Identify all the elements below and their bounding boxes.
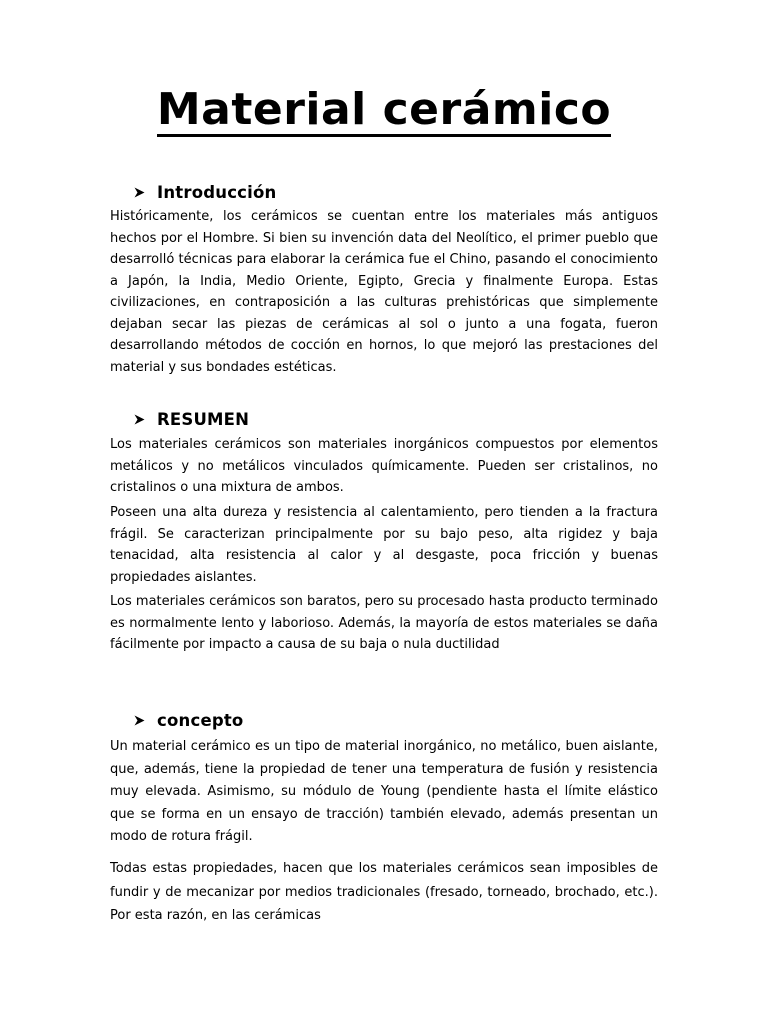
- paragraph-introduccion-1: Históricamente, los cerámicos se cuentan entre los materiales más antiguos hechos por el Hombre. Si bien su invención data del Neolítico, el primer pueblo que desarrolló técnicas para elaborar la cerámica fue el Chino, pasando el conocimiento a Japón, la India, Medio Oriente, Egipto, Grecia y finalmente Europa. Estas civilizaciones, en contraposición a las culturas prehistóricas que simplemente dejaban secar las piezas de cerámicas al sol o junto a una fogata, fueron desarrollando métodos de cocción en hornos, lo que mejoró las prestaciones del material y sus bondades estéticas.: [110, 209, 658, 375]
- paragraph-concepto-1: Un material cerámico es un tipo de material inorgánico, no metálico, buen aislante, que, además, tiene la propiedad de tener una temperatura de fusión y resistencia muy elevada. Asimismo, su módulo de Young (pendiente hasta el límite elástico que se forma en un ensayo de tracción) también elevado, además presentan un modo de rotura frágil.: [110, 739, 658, 844]
- arrowhead-bullet-icon: [134, 715, 145, 726]
- section-heading-text: concepto: [157, 710, 244, 730]
- page-title-text: Material cerámico: [156, 84, 612, 135]
- paragraph-resumen-3: Los materiales cerámicos son baratos, pero su procesado hasta producto terminado es normalmente lento y laborioso. Además, la mayoría de estos materiales se daña fácilmente por impacto a causa de su baja o nula ductilidad: [110, 594, 658, 652]
- section-heading-resumen: [134, 408, 249, 430]
- section-heading-text: RESUMEN: [157, 409, 250, 429]
- arrowhead-bullet-icon: [134, 187, 145, 198]
- paragraph-concepto-2: Todas estas propiedades, hacen que los materiales cerámicos sean imposibles de fundir y de mecanizar por medios tradicionales (fresado, torneado, brochado, etc.). Por esta razón, en las cerámicas: [110, 861, 658, 923]
- page-title: [0, 84, 768, 137]
- paragraph-resumen-1: Los materiales cerámicos son materiales inorgánicos compuestos por elementos metálicos y no metálicos vinculados químicamente. Pueden ser cristalinos, no cristalinos o una mixtura de ambos.: [110, 437, 658, 495]
- section-heading-concepto: [134, 709, 243, 731]
- section-heading-introduccion: [134, 181, 277, 203]
- section-heading-text: Introducción: [157, 182, 277, 202]
- paragraph-resumen-2: Poseen una alta dureza y resistencia al calentamiento, pero tienden a la fractura frágil. Se caracterizan principalmente por su bajo peso, alta rigidez y baja tenacidad, alta resistencia al calor y al desgaste, poca fricción y buenas propiedades aislantes.: [110, 505, 658, 585]
- arrowhead-bullet-icon: [134, 414, 145, 425]
